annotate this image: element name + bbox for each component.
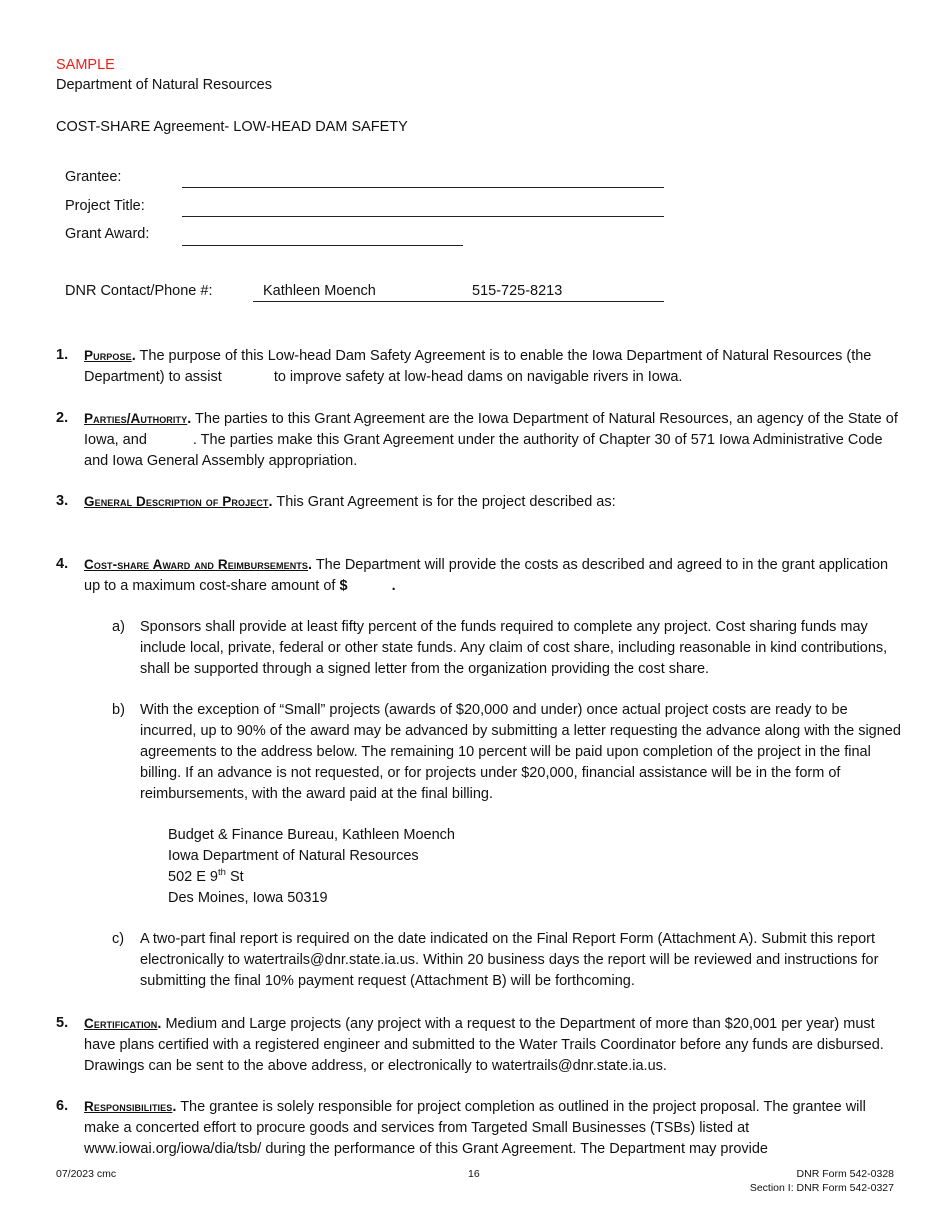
subsection-letter: a) <box>112 619 125 635</box>
section-text-cont: . The parties make this Grant Agreement under the authority of Chapter 30 of 571 Iowa Administrative Code and Iowa General Assembly appropriation. <box>84 432 883 469</box>
section-text: This Grant Agreement is for the project described as: <box>276 494 616 510</box>
subsection-letter: b) <box>112 702 125 718</box>
footer-page-number: 16 <box>468 1168 480 1180</box>
grantee-field[interactable] <box>182 187 664 188</box>
address-line-1: Budget & Finance Bureau, Kathleen Moench <box>168 827 455 843</box>
section-parties-authority: 2. Parties/Authority. The parties to this Grant Agreement are the Iowa Department of Natural Resources, an agency of the State of Iowa, and . The parties make this Grant Agreement under the authority of Chapter 30 of 571 Iowa Administrative Code and Iowa General Assembly appropriation. <box>56 410 898 469</box>
section-text: The Department will provide the costs as described and agreed to in the grant application up to a maximum cost-share amount of <box>84 557 889 594</box>
address-line-4: Des Moines, Iowa 50319 <box>168 890 328 906</box>
project-title-label: Project Title: <box>65 198 145 214</box>
subsection-letter: c) <box>112 931 125 947</box>
section-heading: Purpose <box>84 348 132 363</box>
footer-form-number <box>750 1167 894 1195</box>
section-number: 1. <box>56 347 69 363</box>
section-heading: Cost-share Award and Reimbursements <box>84 557 308 572</box>
section-number: 2. <box>56 410 69 426</box>
section-text: The purpose of this Low-head Dam Safety Agreement is to enable the Iowa Department of Natural Resources (the Department) to assist <box>84 348 872 385</box>
subsection-c <box>112 929 902 992</box>
agreement-title: COST-SHARE Agreement- LOW-HEAD DAM SAFETY <box>56 119 408 135</box>
section-number: 5. <box>56 1015 69 1031</box>
section-heading: Responsibilities <box>84 1099 173 1114</box>
subsection-a <box>112 617 902 680</box>
grant-award-field[interactable] <box>182 245 463 246</box>
mailing-address <box>168 825 455 909</box>
contact-phone: 515-725-8213 <box>472 283 563 299</box>
contact-field-line <box>253 301 664 302</box>
address-line-3: 502 E 9th St <box>168 867 244 885</box>
section-text-cont: to improve safety at low-head dams on navigable rivers in Iowa. <box>273 369 683 385</box>
section-text: The parties to this Grant Agreement are the Iowa Department of Natural Resources, an agency of the State of Iowa, and <box>84 411 898 448</box>
contact-label: DNR Contact/Phone #: <box>65 283 213 299</box>
section-text: Medium and Large projects (any project with a request to the Department of more than $20,001 per year) must have plans certified with a registered engineer and submitted to the Water Trails Coordinator before any funds are disbursed. Drawings can be sent to the above address, or electronically to watertrails@dnr.state.ia.us. <box>84 1016 884 1074</box>
section-purpose: 1. Purpose. The purpose of this Low-head Dam Safety Agreement is to enable the Iowa Department of Natural Resources (the Department) to assist to improve safety at low-head dams on navigable rivers in Iowa. <box>56 347 872 385</box>
address-line-2: Iowa Department of Natural Resources <box>168 848 419 864</box>
grantee-label: Grantee: <box>65 169 122 185</box>
section-number: 6. <box>56 1098 69 1114</box>
section-heading: Parties/Authority <box>84 411 188 426</box>
project-title-field[interactable] <box>182 216 664 217</box>
footer-date: 07/2023 cmc <box>56 1168 117 1180</box>
subsection-text: Sponsors shall provide at least fifty percent of the funds required to complete any project. Cost sharing funds may include local, private, federal or other state funds. Any claim of cost share, including reasonable in kind contributions, shall be supported through a signed letter from the organization providing the cost share. <box>140 619 888 677</box>
grant-award-label: Grant Award: <box>65 226 150 242</box>
subsection-text: A two-part final report is required on the date indicated on the Final Report Form (Attachment A). Submit this report electronically to watertrails@dnr.state.ia.us. Within 20 business days the report will be reviewed and instructions for submitting the final 10% payment request (Attachment B) will be forthcoming. <box>140 931 879 989</box>
section-general-description: 3. General Description of Project. This Grant Agreement is for the project described as: <box>56 493 616 510</box>
department-name: Department of Natural Resources <box>56 77 272 93</box>
section-certification: 5. Certification. Medium and Large projects (any project with a request to the Department of more than $20,001 per year) must have plans certified with a registered engineer and submitted to the Water Trails Coordinator before any funds are disbursed. Drawings can be sent to the above address, or electronically to watertrails@dnr.state.ia.us. <box>56 1015 884 1074</box>
subsection-text: With the exception of “Small” projects (awards of $20,000 and under) once actual project costs are ready to be incurred, up to 90% of the award may be advanced by submitting a letter requesting the advance along with the signed agreements to the address below. The remaining 10 percent will be paid upon completion of the project in the final billing. If an advance is not requested, or for projects under $20,000, financial assistance will be in the form of reimbursements, with the award paid at the final billing. <box>140 702 901 802</box>
section-responsibilities: 6. Responsibilities. The grantee is solely responsible for project completion as outlined in the project proposal. The grantee will make a concerted effort to procure goods and services from Targeted Small Businesses (TSBs) listed at www.iowai.org/iowa/dia/tsb/ during the performance of this Grant Agreement. The Department may provide <box>56 1098 866 1157</box>
footer-form-line-1: DNR Form 542-0328 <box>796 1168 894 1180</box>
award-amount-end: . <box>391 578 396 594</box>
footer-form-line-2: Section I: DNR Form 542-0327 <box>749 1182 894 1194</box>
section-heading: General Description of Project <box>84 494 269 509</box>
sample-label: SAMPLE <box>56 57 115 73</box>
award-amount: $ <box>339 578 348 594</box>
section-number: 4. <box>56 556 69 572</box>
section-number: 3. <box>56 493 69 509</box>
contact-name: Kathleen Moench <box>263 283 376 299</box>
subsection-b <box>112 700 902 805</box>
section-text: The grantee is solely responsible for project completion as outlined in the project proposal. The grantee will make a concerted effort to procure goods and services from Targeted Small Businesses (TSBs) listed at www.iowai.org/iowa/dia/tsb/ during the performance of this Grant Agreement. The Department may provide <box>84 1099 866 1157</box>
section-heading: Certification <box>84 1016 158 1031</box>
section-cost-share-award: 4. Cost-share Award and Reimbursements. The Department will provide the costs as described and agreed to in the grant application up to a maximum cost-share amount of $ . <box>56 556 889 594</box>
